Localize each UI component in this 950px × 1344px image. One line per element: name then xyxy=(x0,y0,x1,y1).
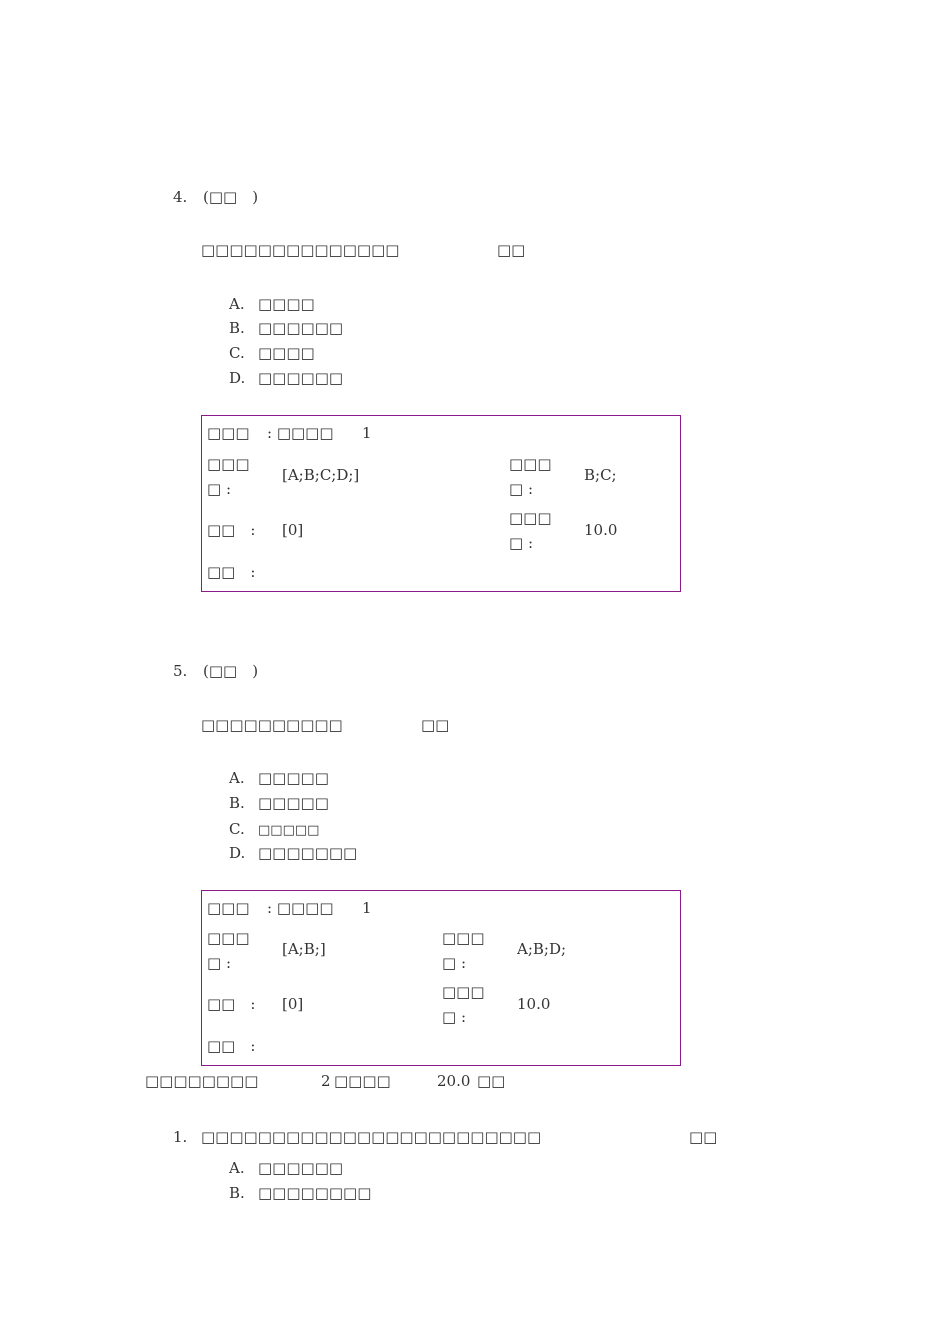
q4-row1-colon: : □□□□ xyxy=(267,424,334,442)
q5-option-b-letter: B. xyxy=(229,794,245,812)
q5-score-value: [0] xyxy=(282,995,304,1013)
q5-correct-answer: A;B;D; xyxy=(517,940,567,958)
q4-score-value: [0] xyxy=(282,521,304,539)
q4-full-value: 10.0 xyxy=(584,521,618,539)
q5-score-label: □□ : xyxy=(207,995,256,1013)
q4-option-b-text: □□□□□□ xyxy=(258,319,344,337)
q5-full-label-1: □□□ xyxy=(442,983,485,1001)
q5-option-d-letter: D. xyxy=(229,844,246,862)
q4-student-answer: [A;B;C;D;] xyxy=(282,466,360,484)
q1-option-a-text: □□□□□□ xyxy=(258,1159,344,1177)
q5-full-label-2: □ : xyxy=(442,1008,466,1026)
q4-type-tag: (□□ ) xyxy=(203,188,259,206)
q4-row1-value: 1 xyxy=(362,424,372,442)
q5-option-c-text: □□□□□ xyxy=(258,823,320,838)
section-count-unit: □□□□ xyxy=(334,1072,391,1090)
q5-option-c-letter: C. xyxy=(229,820,245,838)
q4-option-d-text: □□□□□□ xyxy=(258,369,344,387)
q1-option-a-letter: A. xyxy=(229,1159,245,1177)
section-title: □□□□□□□□ xyxy=(145,1072,259,1090)
q4-correct-label-1: □□□ xyxy=(509,455,552,473)
q5-correct-label-2: □ : xyxy=(442,954,466,972)
q5-option-d-text: □□□□□□□ xyxy=(258,844,358,862)
q5-option-a-letter: A. xyxy=(229,769,245,787)
q5-student-label-2: □ : xyxy=(207,954,231,972)
q5-row1-label: □□□ xyxy=(207,899,250,917)
q1-option-b-letter: B. xyxy=(229,1184,245,1202)
q5-option-a-text: □□□□□ xyxy=(258,769,329,787)
q4-number: 4. xyxy=(173,188,188,206)
q1-option-b-text: □□□□□□□□ xyxy=(258,1184,372,1202)
q4-result-box xyxy=(201,415,681,592)
q5-correct-label-1: □□□ xyxy=(442,929,485,947)
q4-score-label: □□ : xyxy=(207,521,256,539)
q5-row1-colon: : □□□□ xyxy=(267,899,334,917)
q4-full-label-1: □□□ xyxy=(509,509,552,527)
q4-stem: □□□□□□□□□□□□□□ xyxy=(201,241,400,259)
q4-student-label-1: □□□ xyxy=(207,455,250,473)
q4-full-label-2: □ : xyxy=(509,534,533,552)
q4-comment-label: □□ : xyxy=(207,563,256,581)
q1-stem-tail: □□ xyxy=(689,1128,718,1146)
q5-student-label-1: □□□ xyxy=(207,929,250,947)
q5-student-answer: [A;B;] xyxy=(282,940,326,958)
q4-option-d-letter: D. xyxy=(229,369,246,387)
q4-correct-label-2: □ : xyxy=(509,480,533,498)
q5-result-box xyxy=(201,890,681,1066)
q4-option-a-text: □□□□ xyxy=(258,295,315,313)
q5-comment-label: □□ : xyxy=(207,1037,256,1055)
q4-row1-label: □□□ xyxy=(207,424,250,442)
section-points: 20.0 xyxy=(437,1072,471,1090)
q4-student-label-2: □ : xyxy=(207,480,231,498)
q4-correct-answer: B;C; xyxy=(584,466,617,484)
q5-type-tag: (□□ ) xyxy=(203,662,259,680)
q4-option-c-letter: C. xyxy=(229,344,245,362)
q5-full-value: 10.0 xyxy=(517,995,551,1013)
q1-stem: □□□□□□□□□□□□□□□□□□□□□□□□ xyxy=(201,1128,542,1146)
q5-row1-value: 1 xyxy=(362,899,372,917)
q5-number: 5. xyxy=(173,662,188,680)
q5-stem-tail: □□ xyxy=(421,716,450,734)
q5-stem: □□□□□□□□□□ xyxy=(201,716,343,734)
q5-option-b-text: □□□□□ xyxy=(258,794,329,812)
section-count: 2 xyxy=(321,1072,331,1090)
section-points-unit: □□ xyxy=(477,1072,506,1090)
q1-number: 1. xyxy=(173,1128,188,1146)
q4-option-a-letter: A. xyxy=(229,295,245,313)
q4-option-c-text: □□□□ xyxy=(258,344,315,362)
q4-stem-tail: □□ xyxy=(497,241,526,259)
q4-option-b-letter: B. xyxy=(229,319,245,337)
